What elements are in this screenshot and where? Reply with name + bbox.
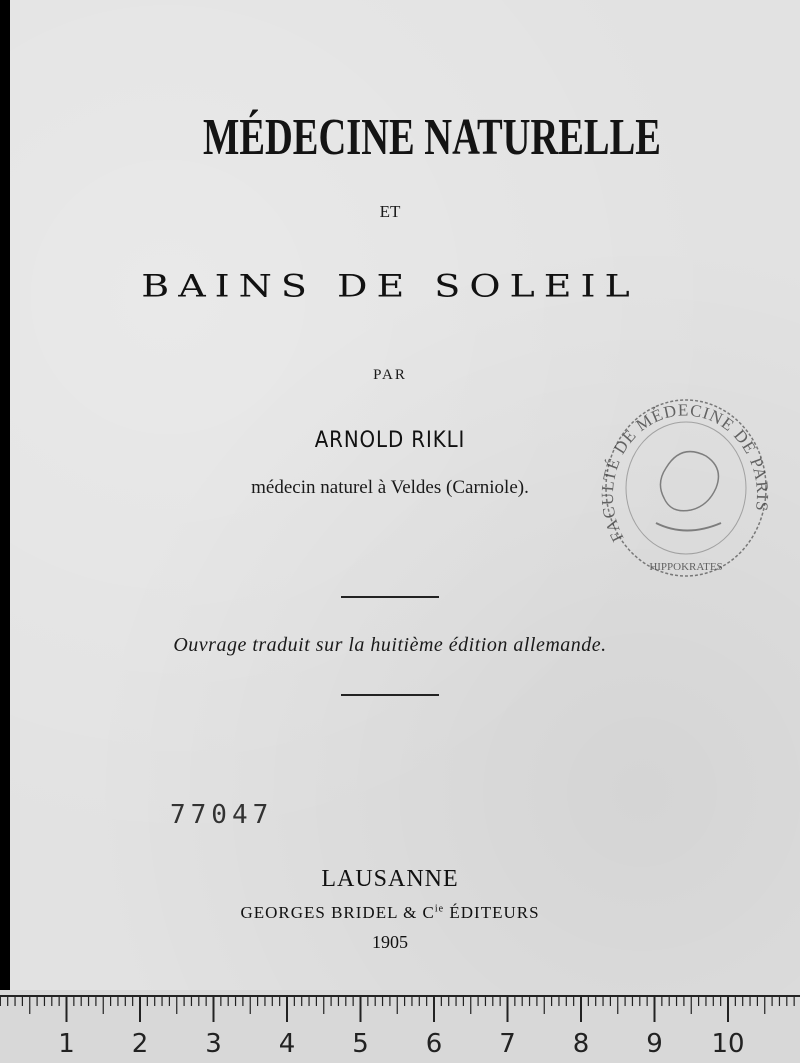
publisher-role: ÉDITEURS xyxy=(444,903,540,922)
byline-par: PAR xyxy=(373,367,407,383)
book-title-secondary: BAINS DE SOLEIL xyxy=(141,267,639,305)
title-connector: ET xyxy=(379,202,401,221)
divider-bottom xyxy=(341,694,439,696)
measuring-ruler xyxy=(0,990,800,1063)
ruler-label: 10 xyxy=(711,1029,745,1059)
divider-top xyxy=(341,596,439,598)
ruler-label: 5 xyxy=(352,1029,369,1059)
stamp-bottom-text: HIPPOKRATES xyxy=(649,561,723,573)
ruler-label: 4 xyxy=(278,1029,296,1059)
library-stamp xyxy=(596,388,776,583)
translation-note: Ouvrage traduit sur la huitième édition allemande. xyxy=(173,634,607,656)
ruler-label: 8 xyxy=(572,1029,590,1059)
ruler-label: 1 xyxy=(58,1029,75,1059)
imprint-year: 1905 xyxy=(372,932,408,952)
ruler-label: 7 xyxy=(499,1029,516,1059)
imprint-city: LAUSANNE xyxy=(321,866,459,892)
ruler-label: 2 xyxy=(131,1029,149,1059)
ruler-label: 9 xyxy=(646,1029,663,1059)
stamp-text: FACULTÉ DE MÉDECINE DE PARIS xyxy=(597,400,773,545)
publisher-superscript: ie xyxy=(434,903,445,915)
ruler-label: 3 xyxy=(205,1029,222,1059)
imprint-publisher xyxy=(190,903,590,923)
inventory-number: 77047 xyxy=(170,800,274,830)
stamp-seal-icon xyxy=(596,388,776,583)
author-name: ARNOLD RIKLI xyxy=(314,428,466,453)
publisher-name: GEORGES BRIDEL & C xyxy=(240,903,435,922)
author-description: médecin naturel à Veldes (Carniole). xyxy=(251,477,529,498)
ruler-label: 6 xyxy=(425,1029,443,1059)
ruler-scale xyxy=(0,990,800,1063)
book-title-main: MÉDECINE NATURELLE xyxy=(203,109,661,166)
